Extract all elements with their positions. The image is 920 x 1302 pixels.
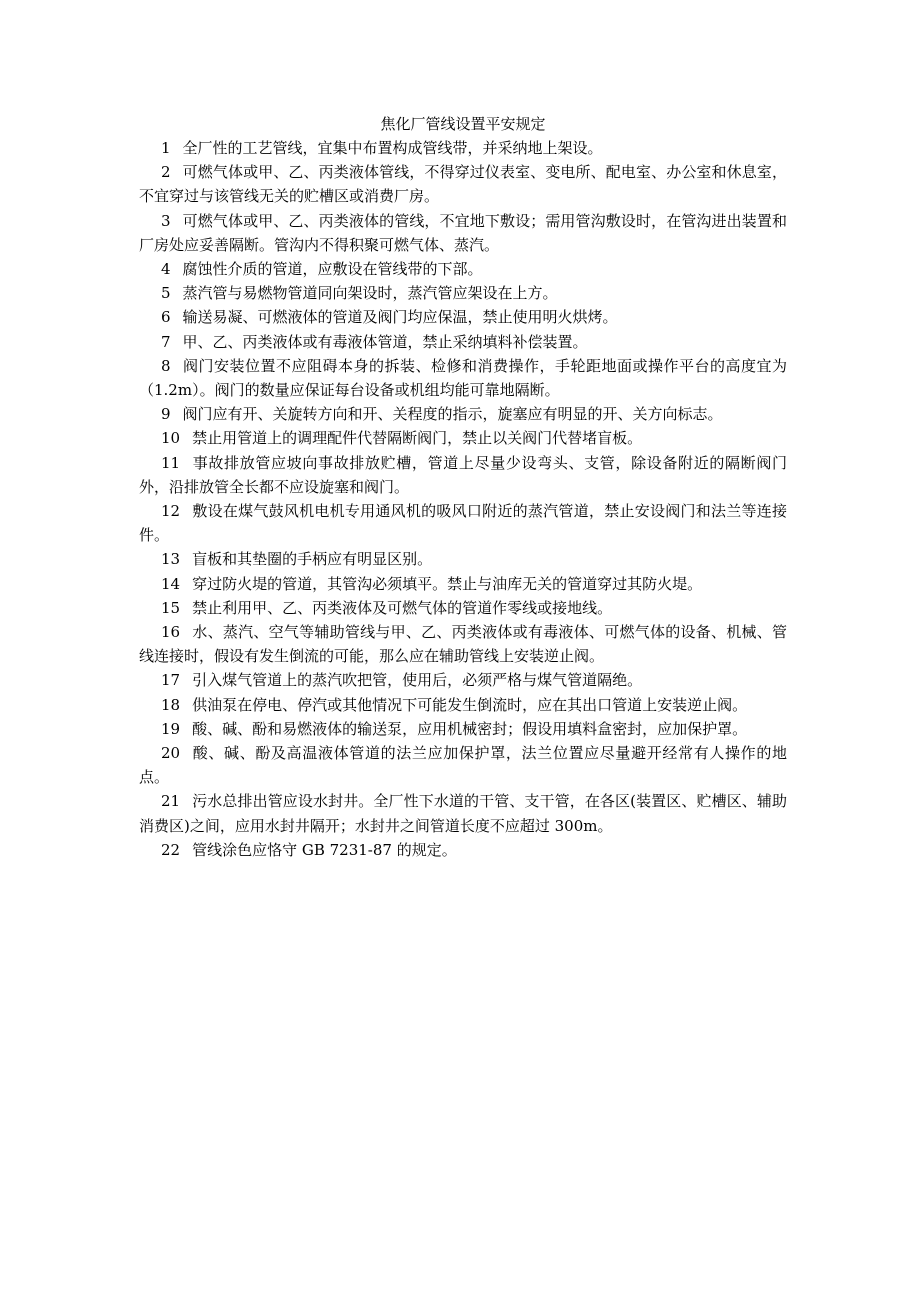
rule-number: 3 (161, 211, 171, 230)
rule-text: 输送易凝、可燃液体的管道及阀门均应保温，禁止使用明火烘烤。 (182, 308, 618, 327)
rule-item (139, 305, 787, 329)
rule-number: 16 (161, 623, 181, 642)
document-page (139, 112, 787, 862)
rule-number: 11 (161, 453, 181, 472)
rule-item (139, 596, 787, 620)
rule-number: 2 (161, 163, 171, 182)
rule-text: 腐蚀性介质的管道，应敷设在管线带的下部。 (182, 260, 483, 279)
rule-item (139, 281, 787, 305)
rule-number: 15 (161, 598, 181, 617)
rule-text: 甲、乙、丙类液体或有毒液体管道，禁止采纳填料补偿装置。 (182, 332, 588, 351)
rule-number: 17 (161, 671, 181, 690)
rule-text: 供油泵在停电、停汽或其他情况下可能发生倒流时，应在其出口管道上安装逆止阀。 (192, 695, 748, 714)
rule-text: 酸、碱、酚及高温液体管道的法兰应加保护罩，法兰位置应尽量避开经常有人操作的地点。 (139, 744, 787, 787)
rule-number: 8 (161, 356, 171, 375)
rule-item (139, 572, 787, 596)
rule-number: 5 (161, 284, 171, 303)
rule-text: 酸、碱、酚和易燃液体的输送泵，应用机械密封；假设用填料盒密封，应加保护罩。 (192, 719, 748, 738)
rule-item (139, 402, 787, 426)
rule-number: 9 (161, 405, 171, 424)
rule-item (139, 717, 787, 741)
rule-item (139, 693, 787, 717)
rule-number: 7 (161, 332, 171, 351)
rule-number: 10 (161, 429, 181, 448)
rule-text: 全厂性的工艺管线，宜集中布置构成管线带，并采纳地上架设。 (182, 139, 603, 157)
rule-number: 12 (161, 502, 181, 521)
rule-text: 阀门应有开、关旋转方向和开、关程度的指示，旋塞应有明显的开、关方向标志。 (182, 405, 723, 424)
rule-number: 4 (161, 260, 171, 279)
rule-text: 污水总排出管应设水封井。全厂性下水道的干管、支干管，在各区(装置区、贮槽区、辅助消费区)之间，应用水封井隔开；水封井之间管道长度不应超过 300m。 (139, 792, 787, 835)
rule-item (139, 209, 787, 257)
rule-text: 阀门安装位置不应阻碍本身的拆装、检修和消费操作，手轮距地面或操作平台的高度宜为（1.2m）。阀门的数量应保证每台设备或机组均能可靠地隔断。 (139, 356, 787, 400)
rule-text: 管线涂色应恪守 GB 7231-87 的规定。 (192, 840, 457, 859)
rule-item (139, 838, 787, 862)
rule-item (139, 499, 787, 547)
rule-item (139, 620, 787, 668)
rule-text: 事故排放管应坡向事故排放贮槽，管道上尽量少设弯头、支管，除设备附近的隔断阀门外，沿排放管全长都不应设旋塞和阀门。 (139, 453, 787, 496)
rule-number: 14 (161, 574, 181, 593)
rule-item (139, 426, 787, 450)
rule-text: 敷设在煤气鼓风机电机专用通风机的吸风口附近的蒸汽管道，禁止安设阀门和法兰等连接件。 (139, 502, 787, 545)
rule-number: 21 (161, 792, 181, 811)
rule-item (139, 136, 787, 160)
document-title: 焦化厂管线设置平安规定 (380, 115, 546, 133)
rule-item (139, 257, 787, 281)
rule-text: 禁止利用甲、乙、丙类液体及可燃气体的管道作零线或接地线。 (192, 598, 613, 617)
rule-text: 可燃气体或甲、乙、丙类液体的管线，不宜地下敷设；需用管沟敷设时，在管沟进出装置和厂房处应妥善隔断。管沟内不得积聚可燃气体、蒸汽。 (139, 211, 787, 254)
rule-item (139, 451, 787, 499)
rule-item (139, 668, 787, 692)
rule-text: 可燃气体或甲、乙、丙类液体管线，不得穿过仪表室、变电所、配电室、办公室和休息室，不宜穿过与该管线无关的贮槽区或消费厂房。 (139, 163, 787, 206)
rule-number: 22 (161, 840, 181, 859)
rule-text: 水、蒸汽、空气等辅助管线与甲、乙、丙类液体或有毒液体、可燃气体的设备、机械、管线连接时，假设有发生倒流的可能，那么应在辅助管线上安装逆止阀。 (139, 623, 787, 666)
rule-text: 穿过防火堤的管道，其管沟必须填平。禁止与油库无关的管道穿过其防火堤。 (192, 574, 703, 593)
rule-item (139, 354, 787, 402)
rule-text: 引入煤气管道上的蒸汽吹把管，使用后，必须严格与煤气管道隔绝。 (192, 671, 643, 690)
rule-text: 禁止用管道上的调理配件代替隔断阀门，禁止以关阀门代替堵盲板。 (192, 429, 643, 448)
rule-number: 6 (161, 308, 171, 327)
rule-item (139, 330, 787, 354)
rule-item (139, 547, 787, 571)
rule-number: 19 (161, 719, 181, 738)
rule-text: 盲板和其垫圈的手柄应有明显区别。 (192, 550, 433, 569)
rule-item (139, 160, 787, 208)
rule-text: 蒸汽管与易燃物管道同向架设时，蒸汽管应架设在上方。 (182, 284, 558, 303)
rule-number: 13 (161, 550, 181, 569)
rules-list (139, 136, 787, 862)
rule-number: 18 (161, 695, 181, 714)
rule-item (139, 741, 787, 789)
rule-number: 20 (161, 744, 181, 763)
rule-item (139, 789, 787, 837)
rule-number: 1 (161, 139, 171, 157)
